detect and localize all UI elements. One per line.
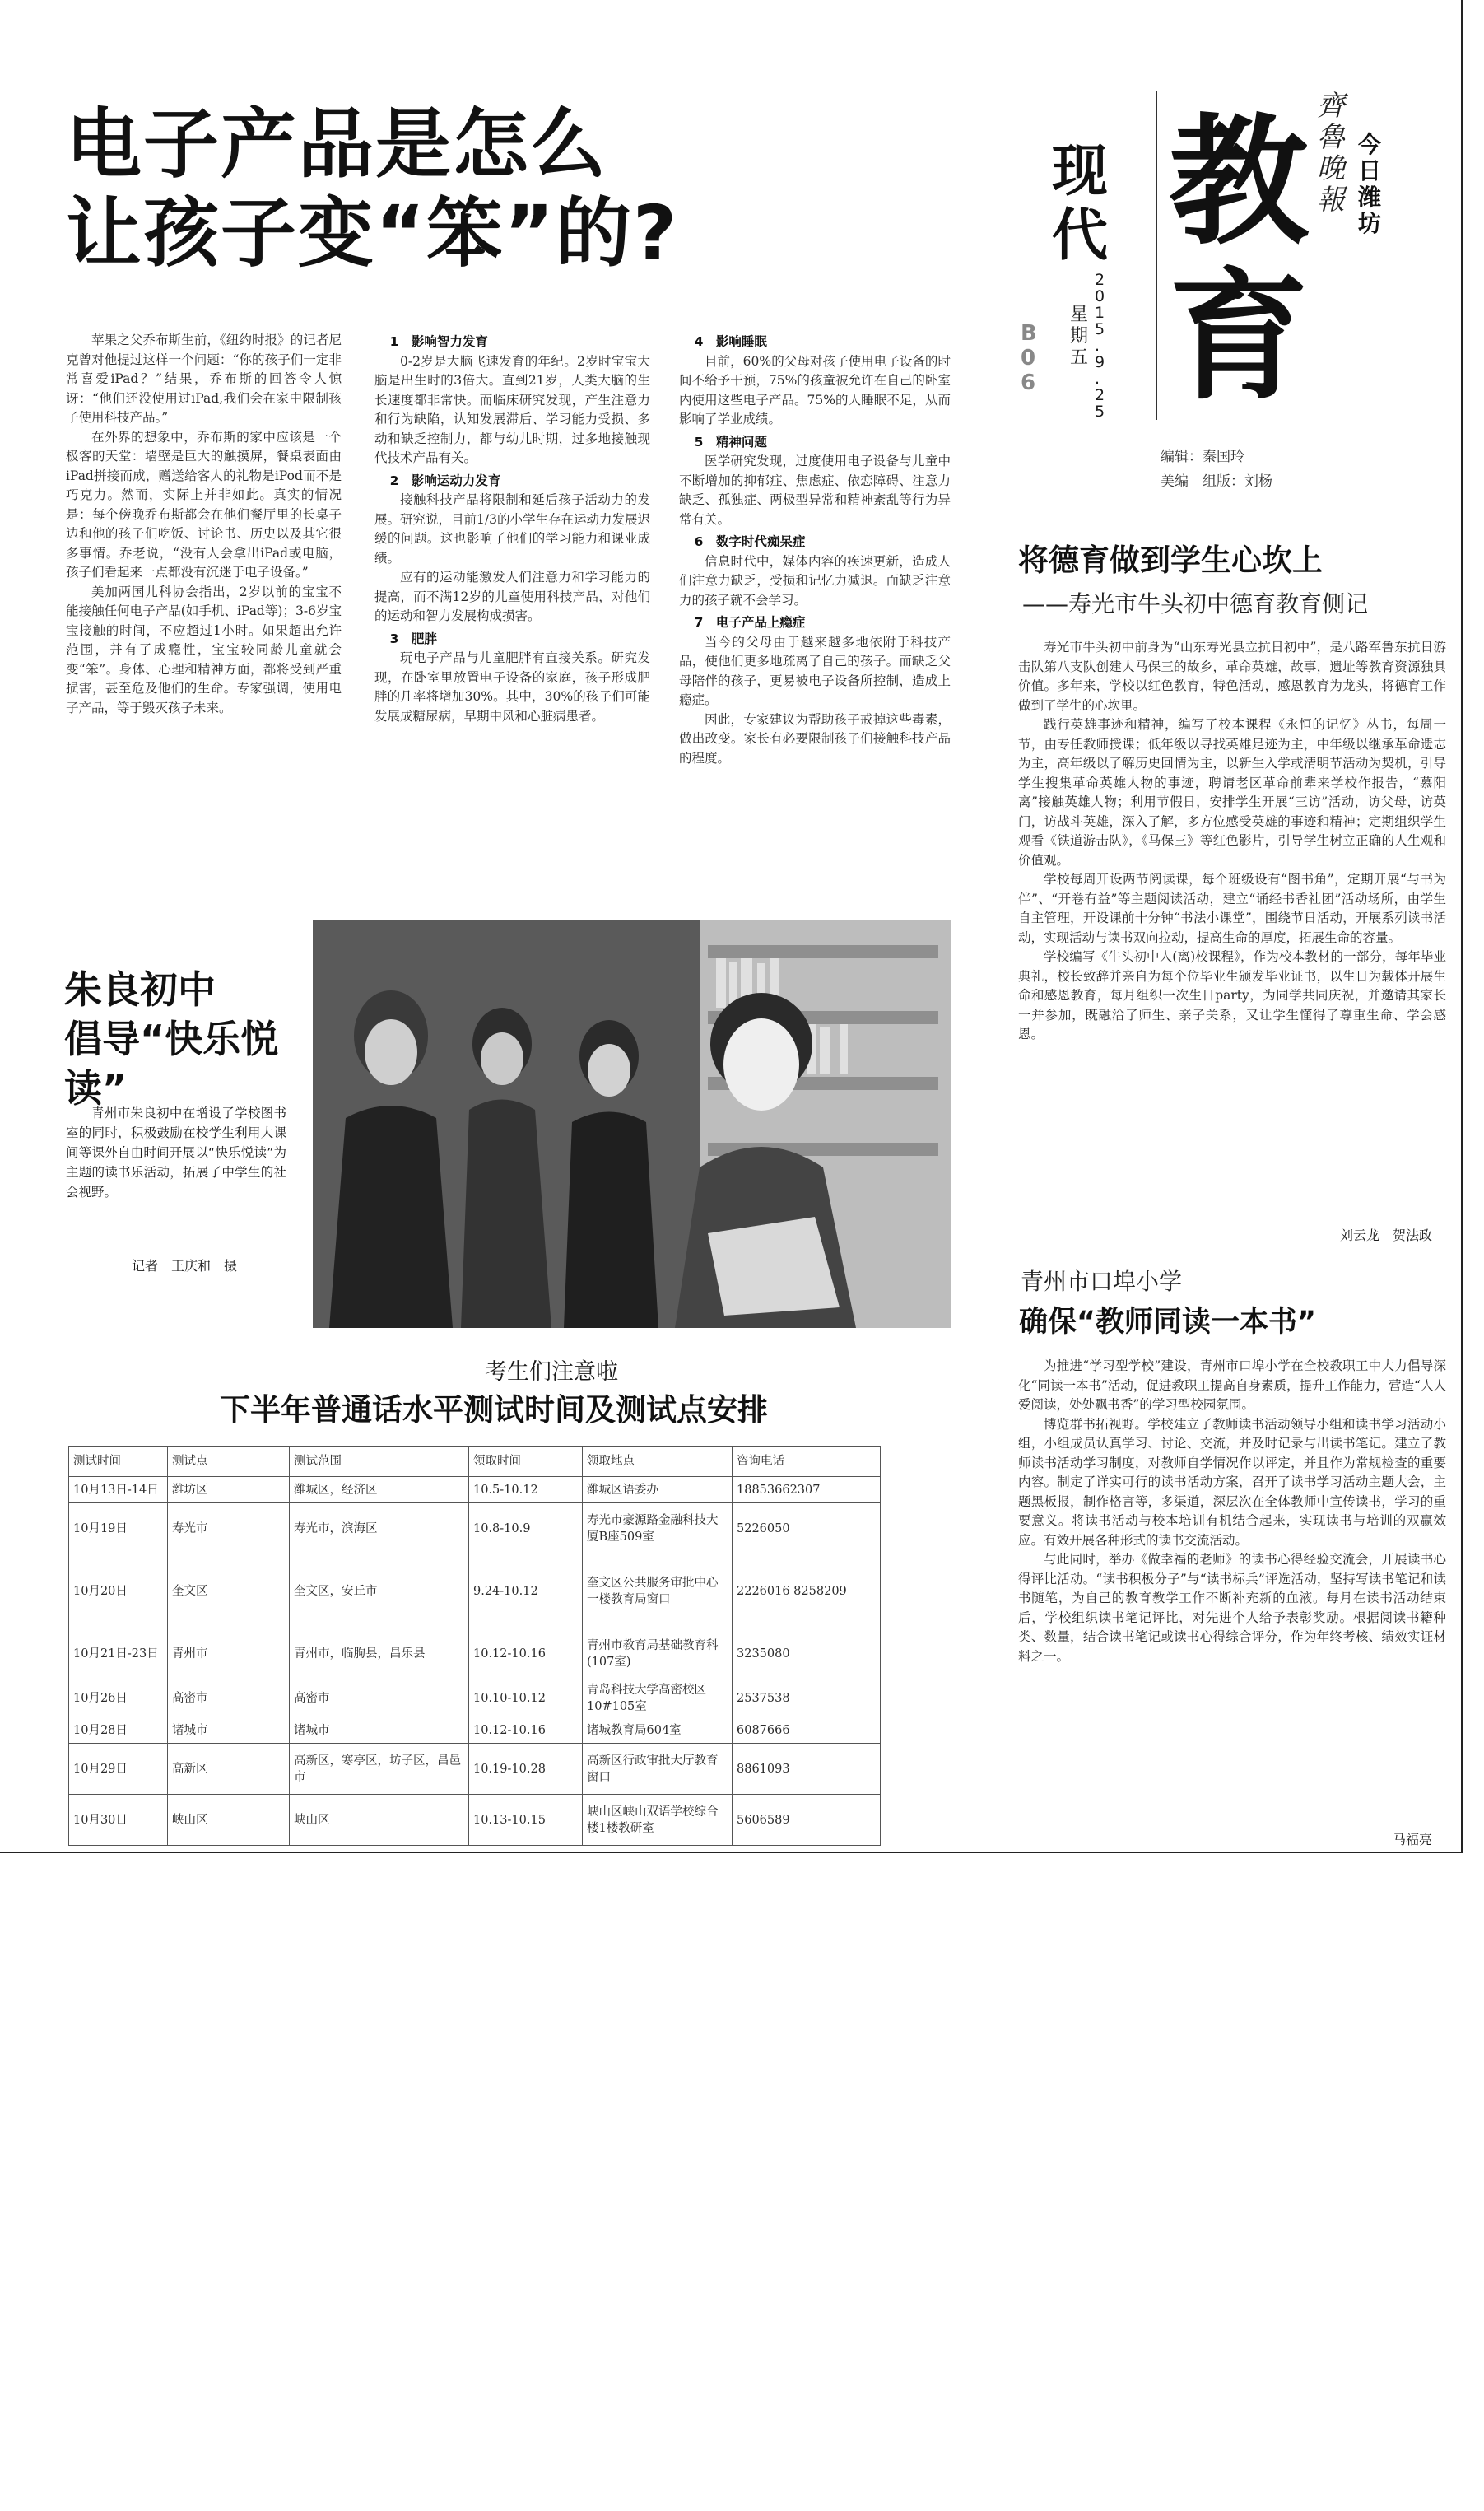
table-cell: 10.5-10.12 — [469, 1477, 583, 1503]
table-cell: 18853662307 — [733, 1477, 881, 1503]
table-cell: 奎文区公共服务审批中心一楼教育局窗口 — [583, 1554, 733, 1628]
design-line: 美编 组版：刘杨 — [1161, 473, 1272, 490]
paragraph: 玩电子产品与儿童肥胖有直接关系。研究发现，在卧室里放置电子设备的家庭，孩子形成肥胖的几率将增加30%。其中，30%的孩子们可能发展成糖尿病，早期中风和心脏病患者。 — [374, 650, 650, 724]
table-cell: 10.10-10.12 — [469, 1679, 583, 1717]
table-cell: 寿光市豪源路金融科技大厦B座509室 — [583, 1503, 733, 1554]
table-cell: 奎文区，安丘市 — [290, 1554, 469, 1628]
paragraph: 与此同时，举办《做幸福的老师》的读书心得经验交流会，开展读书心得评比活动。“读书积极分子”与“读书标兵”评选活动，坚持写读书笔记和读书随笔，为自己的教育教学工作不断补充新的血液。每月在读书活动结束后，学校组织读书笔记评比，对先进个人给予表彰奖励。根据阅读书籍种类、数量，结合读书笔记或读书心得综合评分，作为年终考核、绩效实证材料之一。 — [1018, 1552, 1446, 1664]
paragraph: 当今的父母由于越来越多地依附于科技产品，使他们更多地疏离了自己的孩子。而缺乏父母陪伴的孩子，更易被电子设备所控制，造成上瘾症。 — [679, 634, 951, 707]
table-cell: 3235080 — [733, 1628, 881, 1679]
masthead-section-name-a: 现 代 — [1052, 139, 1109, 268]
table-row — [69, 1717, 881, 1744]
schedule-title: 下半年普通话水平测试时间及测试点安排 — [220, 1392, 768, 1428]
main-article-col2 — [374, 329, 650, 726]
table-cell: 寿光市，滨海区 — [290, 1503, 469, 1554]
headline-line-1: 电子产品是怎么 — [66, 100, 608, 189]
main-article-col3 — [679, 329, 951, 768]
table-cell: 潍城区语委办 — [583, 1477, 733, 1503]
page-border-bottom — [0, 1852, 1463, 1853]
table-cell: 5226050 — [733, 1503, 881, 1554]
schedule-kicker: 考生们注意啦 — [485, 1359, 618, 1385]
edition-name: 今 日 潍 坊 — [1358, 131, 1382, 237]
table-cell: 潍坊区 — [168, 1477, 290, 1503]
table-cell: 青岛科技大学高密校区10#105室 — [583, 1679, 733, 1717]
table-cell: 青州市，临朐县，昌乐县 — [290, 1628, 469, 1679]
table-cell: 高新区 — [168, 1744, 290, 1795]
table-cell: 8861093 — [733, 1744, 881, 1795]
paragraph: 医学研究发现，过度使用电子设备与儿童中不断增加的抑郁症、焦虑症、依恋障碍、注意力缺乏、孤独症、两极型异常和精神紊乱等行为异常有关。 — [679, 454, 951, 527]
photo-caption: 青州市朱良初中在增设了学校图书室的同时，积极鼓励在校学生利用大课间等课外自由时间开展以“快乐悦读”为主题的读书乐活动，拓展了中学生的社会视野。 — [66, 1106, 286, 1200]
table-cell: 10月29日 — [69, 1744, 168, 1795]
paragraph: 学校编写《牛头初中人(离)校课程》，作为校本教材的一部分，每年毕业典礼，校长致辞并亲自为每个位毕业生颁发毕业证书，以生日为载体开展生命和感恩教育，每月组织一次生日party，为同学共同庆祝，并邀请其家长一并参加，既融洽了师生、亲子关系，又让学生懂得了尊重生命、学会感恩。 — [1018, 949, 1446, 1041]
table-cell: 2226016 8258209 — [733, 1554, 881, 1628]
page-border-right — [1461, 0, 1463, 1852]
masthead — [1021, 82, 1449, 494]
table-cell: 诸城教育局604室 — [583, 1717, 733, 1744]
table-cell: 峡山区 — [168, 1795, 290, 1846]
paragraph: 学校每周开设两节阅读课，每个班级设有“图书角”，定期开展“与书为伴”、“开卷有益”等主题阅读活动，建立“诵经书香社团”活动场所，由学生自主管理，开设课前十分钟“书法小课堂”，围绕节日活动，开展系列读书活动，实现活动与读书双向拉动，提高生命的厚度，拓展生命的容量。 — [1018, 872, 1446, 945]
paragraph: 应有的运动能激发人们注意力和学习能力的提高，而不满12岁的儿童使用科技产品，对他们的运动和智力发展构成损害。 — [374, 570, 650, 623]
table-cell: 5606589 — [733, 1795, 881, 1846]
table-cell: 诸城市 — [168, 1717, 290, 1744]
paragraph: 为推进“学习型学校”建设，青州市口埠小学在全校教职工中大力倡导深化“同读一本书”活动，促进教职工提高自身素质，提升工作能力，营造“人人爱阅读，处处飘书香”的学习型校园氛围。 — [1018, 1358, 1446, 1412]
table-cell: 诸城市 — [290, 1717, 469, 1744]
section-heading: 1 影响智力发育 — [389, 334, 488, 349]
table-row — [69, 1628, 881, 1679]
table-cell: 6087666 — [733, 1717, 881, 1744]
right-article1-body — [1018, 638, 1446, 1045]
right-article2-kicker: 青州市口埠小学 — [1021, 1268, 1183, 1295]
right-article1-byline: 刘云龙 贺法政 — [1339, 1228, 1432, 1243]
table-cell: 高密市 — [290, 1679, 469, 1717]
table-cell: 高新区，寒亭区，坊子区，昌邑市 — [290, 1744, 469, 1795]
table-row — [69, 1679, 881, 1717]
paragraph: 目前，60%的父母对孩子使用电子设备的时间不给予干预，75%的孩童被允许在自己的卧室内使用这些电子产品。75%的人睡眠不足，从而影响了学业成绩。 — [679, 353, 951, 426]
column-header: 领取时间 — [469, 1447, 583, 1477]
table-cell: 10.19-10.28 — [469, 1744, 583, 1795]
section-heading: 2 影响运动力发育 — [389, 473, 501, 488]
table-cell: 青州市教育局基础教育科(107室) — [583, 1628, 733, 1679]
table-cell: 10月13日-14日 — [69, 1477, 168, 1503]
photo-title-line-1: 朱良初中 — [64, 967, 216, 1012]
table-cell: 10月26日 — [69, 1679, 168, 1717]
main-article-col1 — [66, 331, 342, 718]
right-article1-subtitle: ——寿光市牛头初中德育教育侧记 — [1022, 590, 1369, 617]
table-row — [69, 1795, 881, 1846]
table-cell: 峡山区 — [290, 1795, 469, 1846]
table-cell: 10.8-10.9 — [469, 1503, 583, 1554]
masthead-divider — [1156, 91, 1157, 420]
table-cell: 高密市 — [168, 1679, 290, 1717]
right-article2-body — [1018, 1357, 1446, 1666]
section-heading: 4 影响睡眠 — [694, 334, 767, 349]
table-cell: 10月20日 — [69, 1554, 168, 1628]
right-article1-title: 将德育做到学生心坎上 — [1018, 543, 1323, 578]
schedule-table — [68, 1446, 881, 1846]
headline-line-2: 让孩子变“笨”的? — [66, 189, 679, 277]
schedule-table-wrap — [68, 1446, 881, 1846]
table-row — [69, 1477, 881, 1503]
paragraph: 践行英雄事迹和精神，编写了校本课程《永恒的记忆》丛书，每周一节，由专任教师授课；低年级以寻找英雄足迹为主，中年级以继承革命遗志为主，高年级以了解历史回情为主，以新生入学或清明节活动为契机，引导学生搜集革命英雄人物的事迹，聘请老区革命前辈来学校作报告，“慕阳离”接触英雄人物；利用节假日，安排学生开展“三访”活动，访父母，访英门，访战斗英雄，深入了解，多方位感受英雄的事迹和精神；定期组织学生观看《铁道游击队》，《马保三》等红色影片，引导学生树立正确的人生观和价值观。 — [1018, 717, 1446, 868]
weekday: 星 期 五 — [1070, 305, 1089, 368]
editor-line: 编辑：秦国玲 — [1161, 449, 1244, 465]
table-header-row — [69, 1447, 881, 1477]
table-cell: 10.12-10.16 — [469, 1717, 583, 1744]
table-cell: 潍城区，经济区 — [290, 1477, 469, 1503]
column-header: 测试时间 — [69, 1447, 168, 1477]
paragraph: 寿光市牛头初中前身为“山东寿光县立抗日初中”，是八路军鲁东抗日游击队第八支队创建人马保三的故乡，革命英雄，故事，遗址等教育资源独具价值。多年来，学校以红色教育，特色活动，感恩教育为龙头，将德育工作做到了学生的心坎里。 — [1018, 640, 1446, 713]
paragraph: 博览群书拓视野。学校建立了教师读书活动领导小组和读书学习活动小组，小组成员认真学习、讨论、交流，并及时记录与出读书笔记。建立了教师读书活动学习制度，对教师自学情况作以评定，并且作为常规检查的重要内容。制定了详实可行的读书活动方案，召开了读书学习活动主题大会，主题黑板报，制作格言等，多渠道，深层次在全体教师中宣传读书，学习的重要意义。将读书活动与校本培训有机结合起来，实现读书与培训的双赢效应。有效开展各种形式的读书交流活动。 — [1018, 1416, 1446, 1548]
section-heading: 5 精神问题 — [694, 434, 767, 450]
column-header: 咨询电话 — [733, 1447, 881, 1477]
table-cell: 9.24-10.12 — [469, 1554, 583, 1628]
right-article2-byline: 马福亮 — [1392, 1832, 1432, 1847]
table-cell: 10月28日 — [69, 1717, 168, 1744]
table-row — [69, 1503, 881, 1554]
table-cell: 峡山区峡山双语学校综合楼1楼教研室 — [583, 1795, 733, 1846]
column-header: 测试范围 — [290, 1447, 469, 1477]
table-cell: 青州市 — [168, 1628, 290, 1679]
table-cell: 寿光市 — [168, 1503, 290, 1554]
table-row — [69, 1554, 881, 1628]
column-header: 领取地点 — [583, 1447, 733, 1477]
table-cell: 奎文区 — [168, 1554, 290, 1628]
paragraph: 接触科技产品将限制和延后孩子活动力的发展。研究说，目前1/3的小学生存在运动力发展迟缓的问题。这也影响了他们的学习能力和课业成绩。 — [374, 492, 650, 566]
issue-date: 2 0 1 5 . 9 . 2 5 — [1095, 271, 1105, 421]
paragraph: 美加两国儿科协会指出，2岁以前的宝宝不能接触任何电子产品(如手机、iPad等)；3-6岁宝宝接触的时间，不应超过1小时。如果超出允许范围，并有了成瘾性，宝宝较同龄儿童就会变“笨”。身体、心理和精神方面，都将受到严重损害，甚至危及他们的生命。专家强调，使用电子产品，等于毁灭孩子未来。 — [66, 584, 342, 715]
table-cell: 10.12-10.16 — [469, 1628, 583, 1679]
table-cell: 10.13-10.15 — [469, 1795, 583, 1846]
paragraph: 苹果之父乔布斯生前，《纽约时报》的记者尼克曾对他提过这样一个问题：“你的孩子们一定非常喜爱iPad？”结果，乔布斯的回答令人惊讶：“他们还没使用过iPad,我们会在家中限制孩子使用科技产品。” — [66, 333, 342, 425]
page-number: B 0 6 — [1021, 321, 1037, 395]
table-cell: 高新区行政审批大厅教育窗口 — [583, 1744, 733, 1795]
masthead-section-name-b: 教 育 — [1169, 101, 1310, 419]
section-heading: 6 数字时代痴呆症 — [694, 534, 806, 549]
library-photo — [313, 920, 951, 1328]
library-photo-illustration — [313, 920, 951, 1328]
table-cell: 10月30日 — [69, 1795, 168, 1846]
section-heading: 3 肥胖 — [389, 631, 437, 646]
main-headline — [66, 100, 1012, 278]
photo-credit: 记者 王庆和 摄 — [132, 1258, 238, 1274]
table-cell: 10月21日-23日 — [69, 1628, 168, 1679]
paragraph: 0-2岁是大脑飞速发育的年纪。2岁时宝宝大脑是出生时的3倍大。直到21岁，人类大脑的生长速度都非常快。而临床研究发现，产生注意力和行为缺陷，认知发展滞后、学习能力受损、多动和缺乏控制力，都与幼儿时期，过多地接触现代技术产品有关。 — [374, 353, 650, 465]
column-header: 测试点 — [168, 1447, 290, 1477]
paragraph: 信息时代中，媒体内容的疾速更新，造成人们注意力缺乏，受损和记忆力减退。而缺乏注意力的孩子就不会学习。 — [679, 553, 951, 608]
section-heading: 7 电子产品上瘾症 — [694, 615, 806, 630]
table-cell: 10月19日 — [69, 1503, 168, 1554]
table-cell: 2537538 — [733, 1679, 881, 1717]
photo-title-line-2: 倡导“快乐悦读” — [64, 1017, 279, 1111]
photo-story-title — [64, 965, 319, 1113]
paragraph: 在外界的想象中，乔布斯的家中应该是一个极客的天堂：墙壁是巨大的触摸屏，餐桌表面由iPad拼接而成，赠送给客人的礼物是iPod而不是巧克力。然而，实际上并非如此。真实的情况是：每个傍晚乔布斯都会在他们餐厅里的长桌子边和他的孩子们吃饭、讨论书、历史以及其它很多事情。乔老说，“没有人会拿出iPad或电脑，孩子们看起来一点都没有沉迷于电子设备。” — [66, 429, 342, 580]
paper-name-logo: 齊 魯 晚 報 — [1317, 90, 1345, 217]
table-row — [69, 1744, 881, 1795]
right-article2-title: 确保“教师同读一本书” — [1019, 1306, 1317, 1339]
paragraph: 因此，专家建议为帮助孩子戒掉这些毒素，做出改变。家长有必要限制孩子们接触科技产品的程度。 — [679, 711, 951, 766]
